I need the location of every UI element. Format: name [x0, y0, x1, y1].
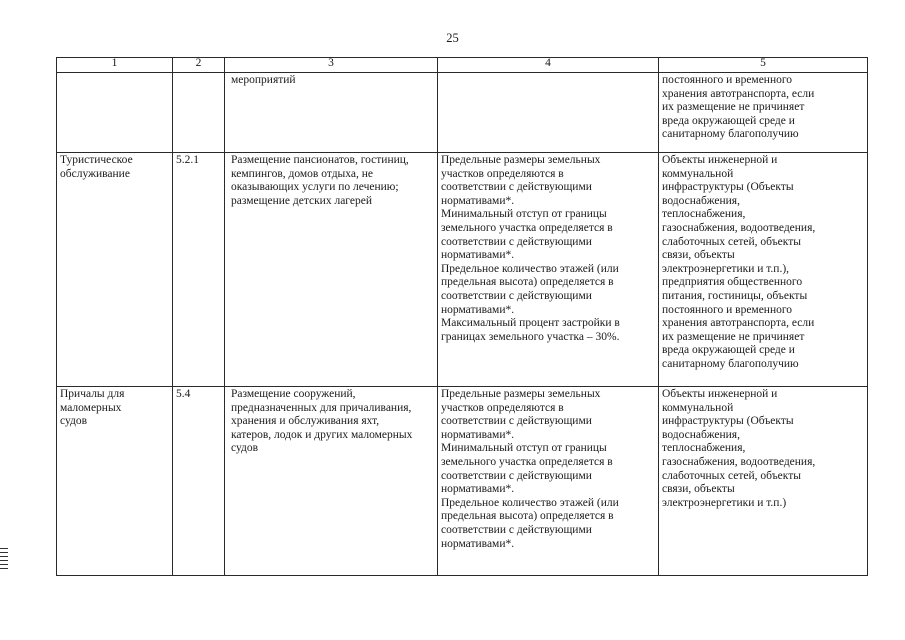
text-line: оказывающих услуги по лечению; [231, 181, 399, 194]
text-line: маломерных [60, 401, 122, 414]
cell-name [57, 73, 173, 153]
text-line: Причалы для [60, 388, 125, 400]
text-line: нормативами*. [441, 537, 515, 550]
text-line: Предельное количество этажей (или [441, 262, 619, 275]
text-line: теплоснабжения, [662, 208, 746, 221]
text-line: Максимальный процент застройки в [441, 317, 620, 330]
text-line: мероприятий [231, 74, 296, 86]
text-line: слаботочных сетей, объекты [662, 469, 801, 482]
cell-parameters [438, 73, 659, 153]
text-line: земельного участка определяется в [441, 221, 613, 234]
text-line: соответствии с действующими [441, 289, 592, 302]
text-line: нормативами*. [441, 428, 515, 441]
text-line: предприятия общественного [662, 276, 803, 289]
text-line: газоснабжения, водоотведения, [662, 455, 816, 468]
cell-auxiliary [659, 153, 868, 387]
text-line: Минимальный отступ от границы [441, 208, 607, 221]
table-row-tourism [57, 153, 868, 387]
text-line: обслуживание [60, 167, 130, 180]
binding-mark [0, 568, 8, 569]
text-line: размещение детских лагерей [231, 194, 372, 207]
text-line: нормативами*. [441, 249, 515, 262]
text-line: Предельное количество этажей (или [441, 496, 619, 509]
text-line: кемпингов, домов отдыха, не [231, 167, 373, 180]
text-line: участков определяются в [441, 401, 564, 414]
binding-marks [0, 548, 8, 572]
text-line: предназначенных для причаливания, [231, 401, 412, 414]
text-line: нормативами*. [441, 483, 515, 496]
text-line: электроэнергетики и т.п.), [662, 262, 790, 275]
text-line: нормативами*. [441, 194, 515, 207]
cell-auxiliary [659, 73, 868, 153]
cell-code: 5.2.1 [173, 153, 225, 387]
binding-mark [0, 564, 8, 565]
cell-parameters [438, 387, 659, 576]
text-line: Туристическое [60, 154, 133, 166]
text-line: электроэнергетики и т.п.) [662, 496, 787, 509]
cell-name [57, 387, 173, 576]
table-row-moorings [57, 387, 868, 576]
text-line: Размещение сооружений, [231, 388, 356, 400]
text-line: катеров, лодок и других маломерных [231, 428, 413, 441]
text-line: хранения автотранспорта, если [662, 87, 815, 100]
page-number: 25 [446, 31, 459, 45]
text-line: связи, объекты [662, 249, 735, 262]
text-line: санитарному благополучию [662, 357, 799, 370]
text-line: нормативами*. [441, 303, 515, 316]
text-line: границах земельного участка – 30%. [441, 330, 620, 343]
binding-mark [0, 560, 8, 561]
text-line: хранения автотранспорта, если [662, 317, 815, 330]
text-line: земельного участка определяется в [441, 455, 613, 468]
text-line: соответствии с действующими [441, 523, 592, 536]
header-col-4: 4 [438, 58, 659, 73]
table-header-row [57, 58, 868, 73]
cell-auxiliary [659, 387, 868, 576]
text-line: соответствии с действующими [441, 181, 592, 194]
text-line: коммунальной [662, 167, 734, 180]
text-line: судов [231, 442, 259, 455]
header-col-3: 3 [225, 58, 438, 73]
cell-parameters [438, 153, 659, 387]
text-line: санитарному благополучию [662, 128, 799, 141]
text-line: инфраструктуры (Объекты [662, 415, 794, 428]
text-line: соответствии с действующими [441, 235, 592, 248]
text-line: Минимальный отступ от границы [441, 442, 607, 455]
text-line: участков определяются в [441, 167, 564, 180]
text-line: постоянного и временного [662, 74, 793, 86]
text-line: слаботочных сетей, объекты [662, 235, 801, 248]
header-col-1: 1 [57, 58, 173, 73]
binding-mark [0, 548, 8, 549]
text-line: водоснабжения, [662, 194, 740, 207]
binding-mark [0, 556, 8, 557]
text-line: коммунальной [662, 401, 734, 414]
text-line: соответствии с действующими [441, 469, 592, 482]
text-line: судов [60, 415, 88, 428]
text-line: постоянного и временного [662, 303, 793, 316]
text-line: хранения и обслуживания яхт, [231, 415, 380, 428]
text-line: вреда окружающей среде и [662, 344, 795, 357]
text-line: Предельные размеры земельных [441, 388, 601, 400]
text-line: Предельные размеры земельных [441, 154, 601, 166]
text-line: Размещение пансионатов, гостиниц, [231, 154, 409, 166]
text-line: соответствии с действующими [441, 415, 592, 428]
text-line: их размещение не причиняет [662, 330, 805, 343]
cell-description [225, 73, 438, 153]
header-col-2: 2 [173, 58, 225, 73]
text-line: вреда окружающей среде и [662, 114, 795, 127]
text-line: водоснабжения, [662, 428, 740, 441]
text-line: газоснабжения, водоотведения, [662, 221, 816, 234]
text-line: питания, гостиницы, объекты [662, 289, 808, 302]
cell-code [173, 73, 225, 153]
cell-name [57, 153, 173, 387]
text-line: их размещение не причиняет [662, 101, 805, 114]
permitted-use-table [56, 57, 868, 576]
cell-description [225, 387, 438, 576]
text-line: теплоснабжения, [662, 442, 746, 455]
text-line: Объекты инженерной и [662, 388, 778, 400]
cell-code: 5.4 [173, 387, 225, 576]
table-row-continuation [57, 73, 868, 153]
text-line: предельная высота) определяется в [441, 276, 614, 289]
text-line: инфраструктуры (Объекты [662, 181, 794, 194]
text-line: предельная высота) определяется в [441, 510, 614, 523]
text-line: связи, объекты [662, 483, 735, 496]
binding-mark [0, 552, 8, 553]
text-line: Объекты инженерной и [662, 154, 778, 166]
cell-description [225, 153, 438, 387]
header-col-5: 5 [659, 58, 868, 73]
